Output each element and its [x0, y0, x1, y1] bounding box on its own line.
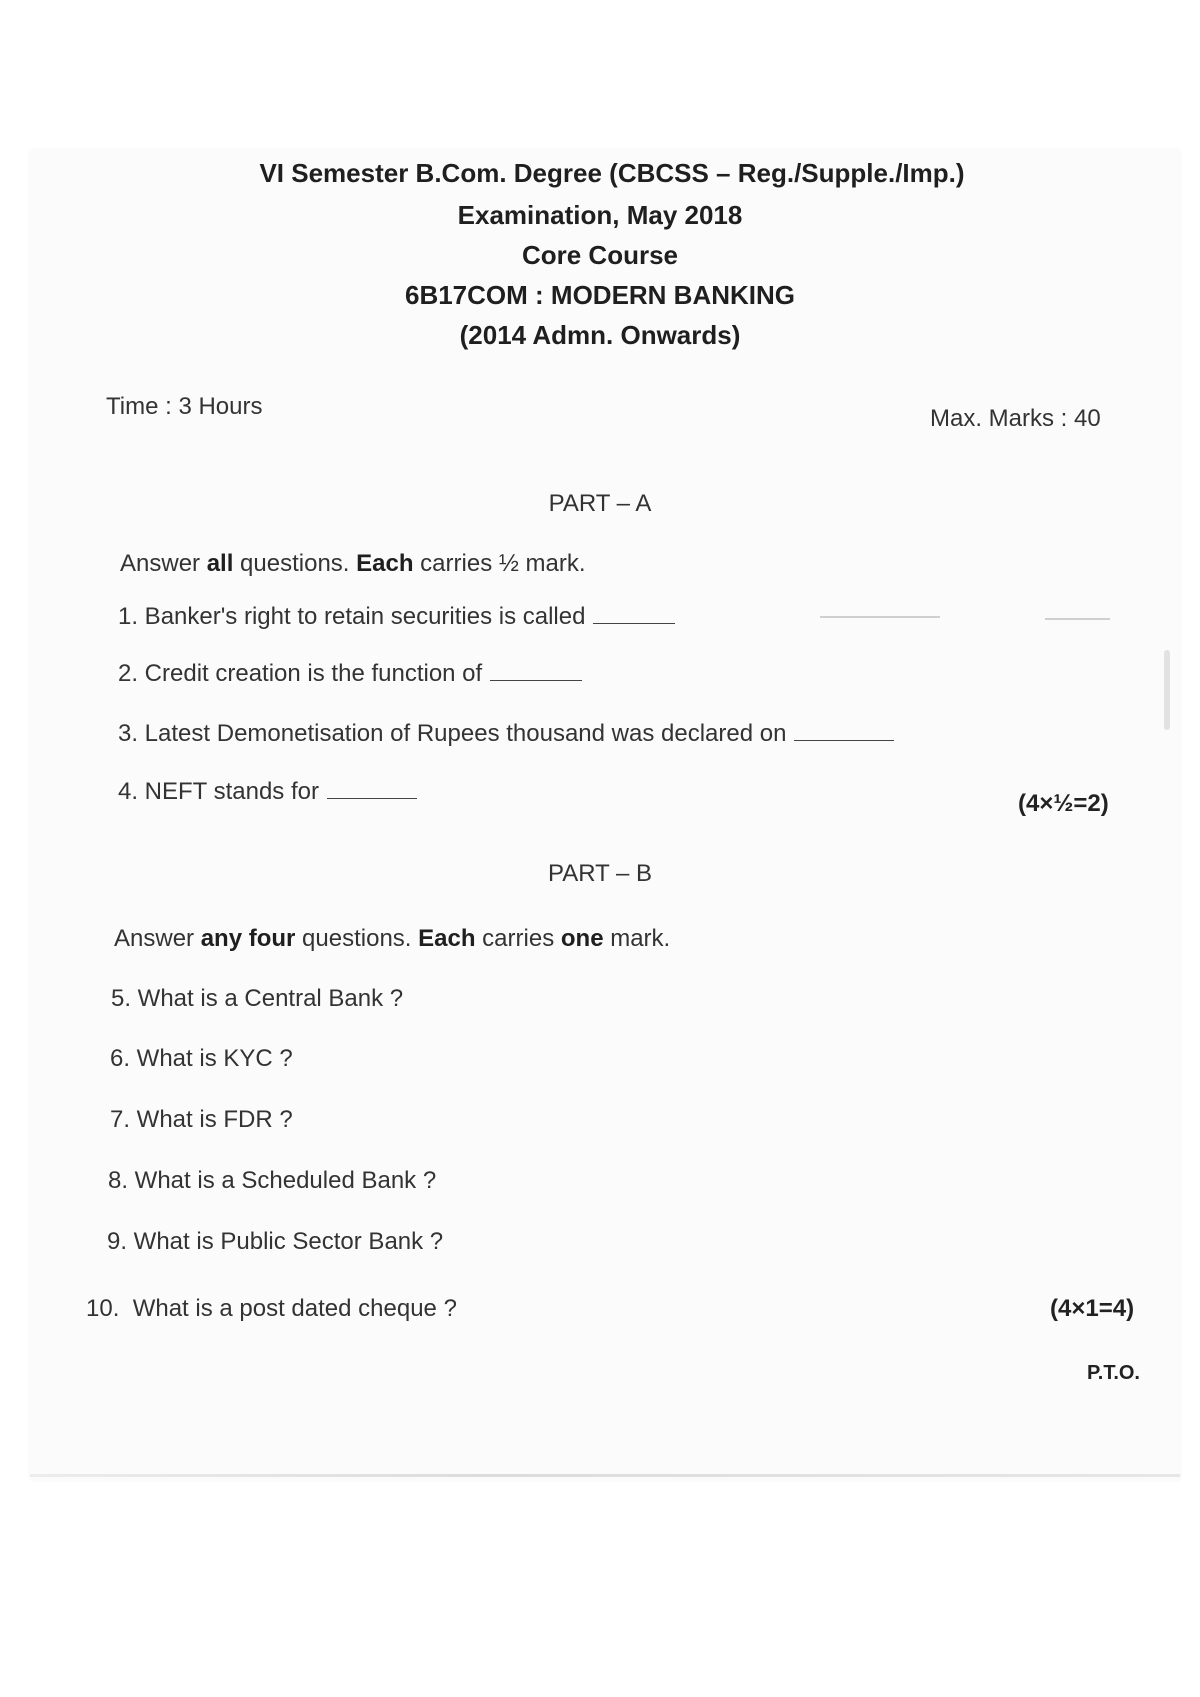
time-allowed: Time : 3 Hours [106, 393, 263, 420]
exam-title-line1: VI Semester B.Com. Degree (CBCSS – Reg./Supple./Imp.) [259, 158, 965, 188]
instruction-emphasis: one [560, 925, 604, 952]
question-6: 6. What is KYC ? [110, 1045, 293, 1072]
question-9: 9. What is Public Sector Bank ? [107, 1228, 444, 1255]
question-5: 5. What is a Central Bank ? [111, 985, 404, 1012]
instruction-text: Answer [114, 925, 201, 952]
question-8: 8. What is a Scheduled Bank ? [108, 1167, 437, 1194]
admission-note: (2014 Admn. Onwards) [459, 320, 741, 350]
part-b-instruction [114, 925, 670, 953]
exam-title-line2: Examination, May 2018 [457, 200, 743, 230]
question-3 [118, 720, 894, 748]
instruction-emphasis: Each [418, 925, 476, 952]
course-code-title: 6B17COM : MODERN BANKING [404, 280, 796, 310]
instruction-text: carries ½ mark. [413, 550, 586, 577]
answer-blank [490, 679, 582, 681]
part-a-instruction [120, 550, 586, 578]
instruction-text: Answer [120, 550, 207, 577]
answer-blank [327, 797, 417, 799]
question-1 [118, 603, 675, 631]
scan-artifact-line [1045, 618, 1110, 620]
instruction-text: carries [475, 925, 561, 952]
scan-artifact-line [820, 616, 940, 618]
instruction-emphasis: all [206, 550, 234, 577]
max-marks: Max. Marks : 40 [930, 405, 1101, 432]
question-text: 4. NEFT stands for [118, 778, 319, 805]
part-b-marks: (4×1=4) [1050, 1295, 1135, 1322]
question-2 [118, 660, 582, 688]
instruction-text: mark. [603, 925, 671, 952]
course-type: Core Course [521, 240, 679, 270]
answer-blank [794, 739, 894, 741]
answer-blank [593, 622, 675, 624]
question-7: 7. What is FDR ? [110, 1106, 293, 1133]
question-text: 2. Credit creation is the function of [118, 660, 483, 687]
question-4 [118, 778, 417, 806]
page-turn-note: P.T.O. [1087, 1362, 1140, 1384]
paper-bottom-edge [30, 1474, 1180, 1477]
part-b-title: PART – B [547, 860, 653, 887]
question-text: 3. Latest Demonetisation of Rupees thousand was declared on [118, 720, 787, 747]
scan-mark [1164, 650, 1170, 730]
instruction-text: questions. [295, 925, 419, 952]
question-10: 10. What is a post dated cheque ? [86, 1295, 457, 1322]
part-a-title: PART – A [548, 490, 652, 517]
instruction-emphasis: any four [200, 925, 296, 952]
instruction-text: questions. [233, 550, 357, 577]
part-a-marks: (4×½=2) [1018, 790, 1109, 817]
question-text: 1. Banker's right to retain securities is called [118, 603, 586, 630]
instruction-emphasis: Each [356, 550, 414, 577]
